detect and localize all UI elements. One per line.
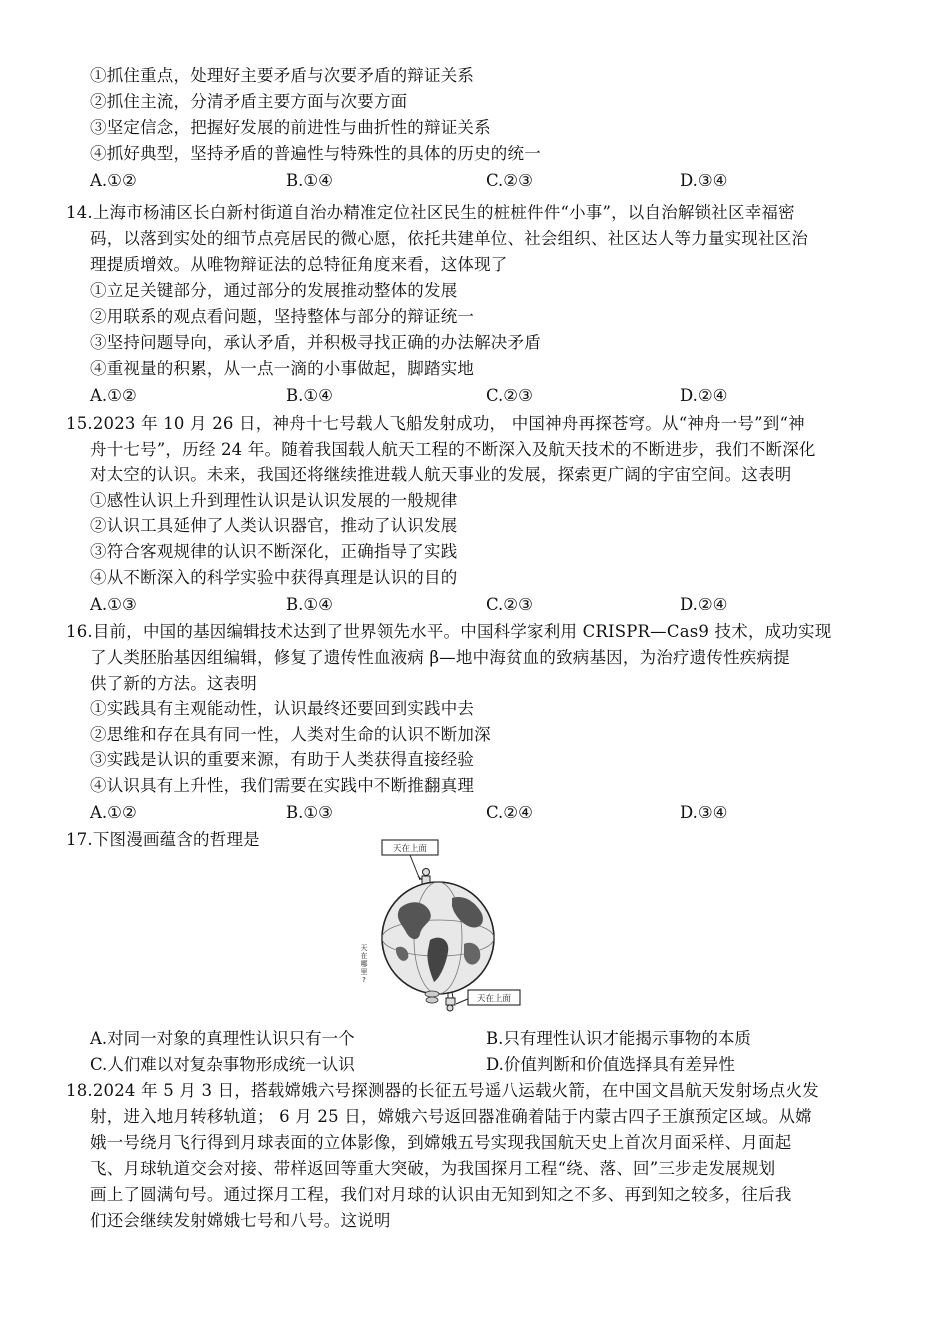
q15-stem-line-1: 15.2023 年 10 月 26 日，神舟十七号载人飞船发射成功， 中国神舟再探苍穹。从“神舟一号”到“神 — [66, 414, 805, 433]
bottom-stones — [425, 991, 439, 1003]
q15-item-3: ③符合客观规律的认识不断深化，正确指导了实践 — [90, 542, 458, 561]
q14-stem-line-3: 理提质增效。从唯物辩证法的总特征角度来看，这体现了 — [90, 255, 508, 274]
q17-option-a[interactable]: A.对同一对象的真理性认识只有一个 — [90, 1029, 355, 1048]
bottom-person — [446, 992, 455, 1011]
q16-item-2: ②思维和存在具有同一性，人类对生命的认识不断加深 — [90, 725, 491, 744]
q18-stem-line-2: 射，进入地月转移轨道； 6 月 25 日，嫦娥六号返回器准确着陆于内蒙古四子王旗预定区域。从嫦 — [90, 1107, 812, 1126]
q14-option-d[interactable]: D.②④ — [680, 386, 728, 405]
side-char-1: 天 — [360, 944, 368, 952]
q16-item-1: ①实践具有主观能动性，认识最终还要回到实践中去 — [90, 699, 475, 718]
q17-option-d[interactable]: D.价值判断和价值选择具有差异性 — [486, 1055, 735, 1074]
q17-option-c[interactable]: C.人们难以对复杂事物形成统一认识 — [90, 1055, 355, 1074]
q15-item-1: ①感性认识上升到理性认识是认识发展的一般规律 — [90, 491, 458, 510]
q17-option-b[interactable]: B.只有理性认识才能揭示事物的本质 — [486, 1029, 751, 1048]
q13-item-2: ②抓住主流，分清矛盾主要方面与次要方面 — [90, 92, 408, 111]
q13-item-4: ④抓好典型，坚持矛盾的普遍性与特殊性的具体的历史的统一 — [90, 144, 541, 163]
q15-option-b[interactable]: B.①④ — [286, 595, 333, 614]
q16-option-b[interactable]: B.①③ — [286, 803, 333, 822]
q18-stem-line-6: 们还会继续发射嫦娥七号和八号。这说明 — [90, 1211, 391, 1230]
q18-stem-line-5: 画上了圆满句号。通过探月工程，我们对月球的认识由无知到知之不多、再到知之较多，往后我 — [90, 1185, 792, 1204]
q18-stem-line-4: 飞、月球轨道交会对接、带样返回等重大突破，为我国探月工程“绕、落、回”三步走发展规划 — [90, 1159, 776, 1178]
q14-stem-line-1: 14.上海市杨浦区长白新村街道自治办精准定位社区民生的桩桩件件“小事”，以自治解锁社区幸福密 — [66, 203, 795, 222]
q15-stem-line-2: 舟十七号”，历经 24 年。随着我国载人航天工程的不断深入及航天技术的不断进步，我们不断深化 — [90, 440, 816, 459]
q18-stem-line-3: 娥一号绕月飞行得到月球表面的立体影像，到嫦娥五号实现我国航天史上首次月面采样、月面起 — [90, 1133, 792, 1152]
q18-stem-line-1: 18.2024 年 5 月 3 日，搭载嫦娥六号探测器的长征五号遥八运载火箭，在中国文昌航天发射场点火发 — [66, 1081, 819, 1100]
q13-item-3: ③坚定信念，把握好发展的前进性与曲折性的辩证关系 — [90, 118, 491, 137]
q16-stem-line-2: 了人类胚胎基因组编辑，修复了遗传性血液病 β—地中海贫血的致病基因，为治疗遗传性疾病提 — [90, 648, 790, 667]
q16-option-c[interactable]: C.②④ — [486, 803, 533, 822]
cartoon-figure — [360, 836, 530, 1012]
q15-option-a[interactable]: A.①③ — [90, 595, 137, 614]
q14-stem-line-2: 码，以落到实处的细节点亮居民的微心愿，依托共建单位、社会组织、社区达人等力量实现社区治 — [90, 229, 809, 248]
q16-option-a[interactable]: A.①② — [90, 803, 137, 822]
q13-item-1: ①抓住重点，处理好主要矛盾与次要矛盾的辩证关系 — [90, 66, 475, 85]
q13-option-d[interactable]: D.③④ — [680, 171, 728, 190]
q16-item-3: ③实践是认识的重要来源，有助于人类获得直接经验 — [90, 750, 475, 769]
q15-stem-line-3: 对太空的认识。未来，我国还将继续推进载人航天事业的发展，探索更广阔的宇宙空间。这表明 — [90, 465, 792, 484]
q14-item-3: ③坚持问题导向，承认矛盾，并积极寻找正确的办法解决矛盾 — [90, 333, 541, 352]
side-char-3: 哪 — [360, 960, 368, 968]
q14-item-4: ④重视量的积累，从一点一滴的小事做起，脚踏实地 — [90, 359, 475, 378]
q14-item-2: ②用联系的观点看问题，坚持整体与部分的辩证统一 — [90, 307, 475, 326]
side-char-4: 里 — [360, 968, 368, 976]
q15-item-2: ②认识工具延伸了人类认识器官，推动了认识发展 — [90, 516, 458, 535]
q14-option-a[interactable]: A.①② — [90, 386, 137, 405]
q14-option-b[interactable]: B.①④ — [286, 386, 333, 405]
bottom-sign-text: 天在上面 — [476, 994, 512, 1004]
q13-option-a[interactable]: A.①② — [90, 171, 137, 190]
q15-item-4: ④从不断深入的科学实验中获得真理是认识的目的 — [90, 568, 458, 587]
side-question — [361, 944, 368, 984]
q15-option-c[interactable]: C.②③ — [486, 595, 533, 614]
q14-option-c[interactable]: C.②③ — [486, 386, 533, 405]
q16-option-d[interactable]: D.③④ — [680, 803, 728, 822]
q15-option-d[interactable]: D.②④ — [680, 595, 728, 614]
q16-item-4: ④认识具有上升性，我们需要在实践中不断推翻真理 — [90, 776, 475, 795]
q16-stem-line-3: 供了新的方法。这表明 — [90, 674, 257, 693]
q13-option-b[interactable]: B.①④ — [286, 171, 333, 190]
q16-stem-line-1: 16.目前，中国的基因编辑技术达到了世界领先水平。中国科学家利用 CRISPR—Cas9 技术，成功实现 — [66, 622, 832, 641]
q13-option-c[interactable]: C.②③ — [486, 171, 533, 190]
globe-icon — [382, 882, 494, 994]
side-char-2: 在 — [360, 952, 368, 960]
q14-item-1: ①立足关键部分，通过部分的发展推动整体的发展 — [90, 281, 458, 300]
side-char-5: ? — [362, 976, 366, 984]
top-sign-text: 天在上面 — [392, 844, 428, 854]
q17-stem: 17.下图漫画蕴含的哲理是 — [66, 830, 260, 849]
